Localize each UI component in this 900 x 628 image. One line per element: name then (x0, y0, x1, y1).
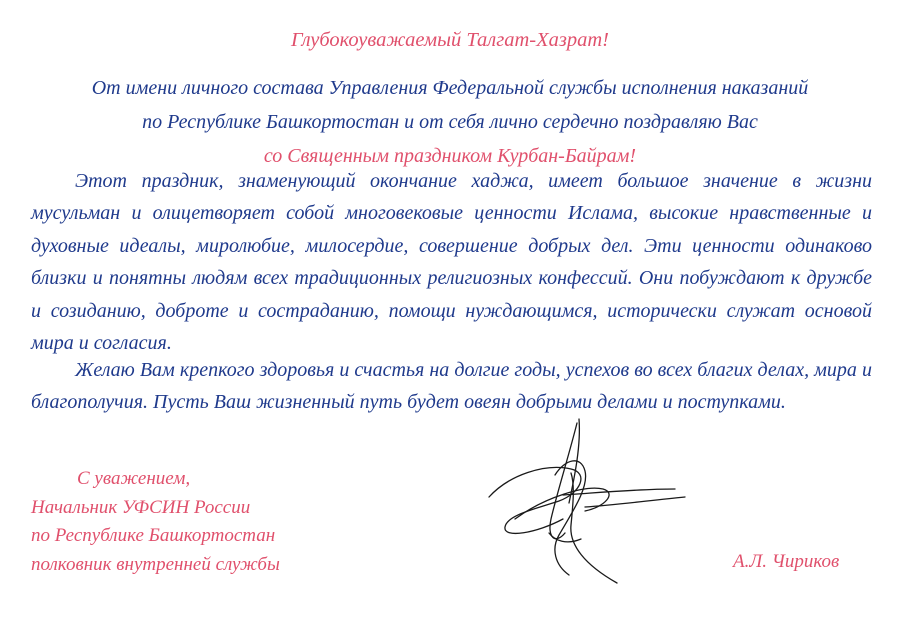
body-paragraph-2: Желаю Вам крепкого здоровья и счастья на долгие годы, успехов во всех благих делах, мира и благополучия. Пусть Ваш жизненный путь будет овеян добрыми делами и поступками. (31, 359, 872, 414)
salutation: Глубокоуважаемый Талгат-Хазрат! (291, 29, 609, 51)
handwritten-signature (485, 415, 695, 590)
regards-line: С уважением, (77, 468, 191, 489)
signer-name: А.Л. Чириков (733, 551, 840, 572)
closing-block (31, 465, 280, 579)
intro-line-1: От имени личного состава Управления Федеральной службы исполнения наказаний (91, 77, 809, 99)
signer-title-line-3: полковник внутренней службы (31, 553, 280, 575)
intro-line-2: по Республике Башкортостан и от себя лично сердечно поздравляю Вас (142, 111, 758, 133)
body-paragraph-1: Этот праздник, знаменующий окончание хаджа, имеет большое значение в жизни мусульман и олицетворяет собой многовековые ценности Ислама, высокие нравственные и духовные идеалы, миролюбие, милосердие, совершение добрых дел. Эти ценности одинаково близки и понятны людям всех традиционных религиозных конфессий. Они побуждают к дружбе и созиданию, доброте и состраданию, помощи нуждающимся, исторически служат основой мира и согласия. (31, 170, 872, 355)
signer-title-line-1: Начальник УФСИН России (31, 496, 251, 518)
holiday-line: со Священным праздником Курбан-Байрам! (263, 145, 637, 167)
intro-block (0, 71, 900, 173)
signer-title-line-2: по Республике Башкортостан (31, 525, 276, 546)
